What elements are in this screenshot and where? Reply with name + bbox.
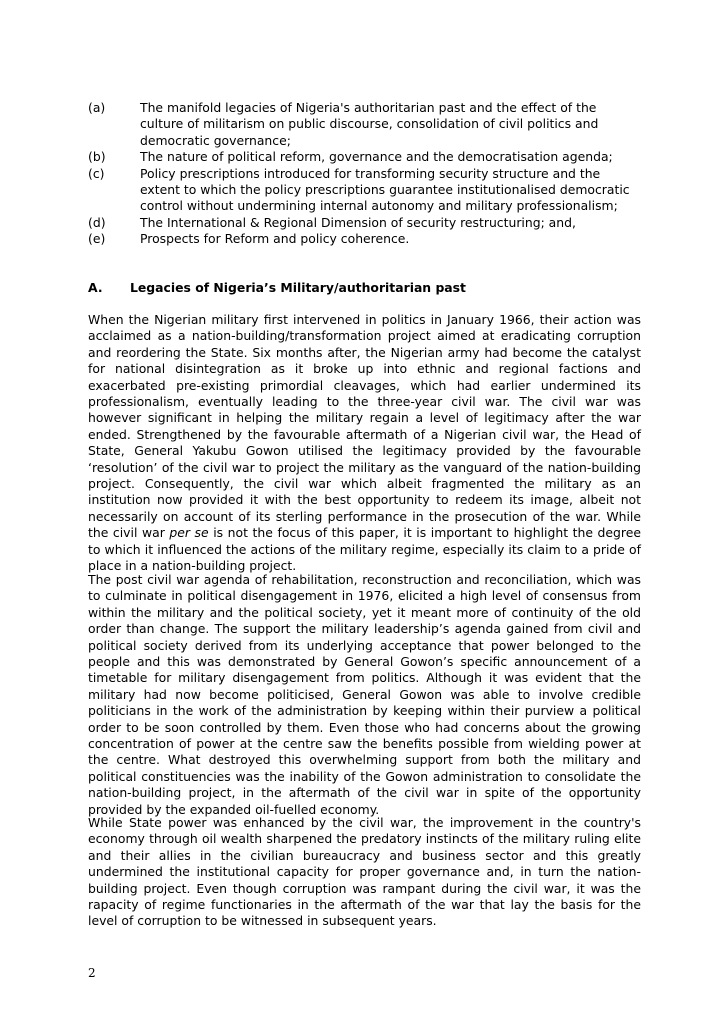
list-item-label: (b): [88, 149, 106, 165]
list-item-text: The International & Regional Dimension of security restructuring; and,: [140, 214, 576, 230]
list-item: [88, 215, 643, 231]
list-item-label: (a): [88, 100, 106, 115]
section-number: A.: [88, 280, 103, 295]
list-item-label: (e): [88, 231, 106, 247]
list-item: [88, 100, 643, 149]
list-item: [88, 166, 643, 215]
paragraph-text: is not the focus of this paper, it is important to highlight the degree to which it influenced the actions of the military regime, especially its claim to a pride of place in a nation-building project.: [88, 525, 641, 574]
list-item: [88, 231, 643, 247]
paragraph-text: When the Nigerian military first intervened in politics in January 1966, their action was acclaimed as a nation-building/transformation project aimed at eradicating corruption and reordering the State. Six months after, the Nigerian army had become the catalyst for national disintegration as it broke up into ethnic and regional factions and exacerbated pre-existing primordial cleavages, which had earlier undermined its professionalism, eventually leading to the three-year civil war. The civil war was however significant in helping the military regain a level of legitimacy after the war ended. Strengthened by the favourable aftermath of a Nigerian civil war, the Head of State, General Yakubu Gowon utilised the legitimacy provided by the favourable ‘resolution’ of the civil war to project the military as the vanguard of the nation-building project. Consequently, the civil war which albeit fragmented the military as an institution now provided it with the best opportunity to redeem its image, albeit not necessarily on account of its sterling performance in the prosecution of the war. While the civil war: [88, 312, 641, 541]
paragraph-2: The post civil war agenda of rehabilitation, reconstruction and reconciliation, which was to culminate in political disengagement in 1976, elicited a high level of consensus from within the military and the political society, yet it meant more of continuity of the old order than change. The support the military leadership’s agenda gained from civil and political society derived from its underlying acceptance that power belonged to the people and this was demonstrated by General Gowon’s specific announcement of a timetable for military disengagement from politics. Although it was evident that the military had now become politicised, General Gowon was able to involve credible politicians in the work of the administration by keeping within their purview a political order to be soon controlled by them. Even those who had concerns about the growing concentration of power at the centre saw the benefits possible from wielding power at the centre. What destroyed this overwhelming support from both the military and political constituencies was the inability of the Gowon administration to consolidate the nation-building project, in the aftermath of the civil war in spite of the opportunity provided by the expanded oil-fuelled economy.: [88, 572, 641, 817]
list-item-text: Prospects for Reform and policy coherence.: [140, 231, 410, 247]
paragraph-3: While State power was enhanced by the civil war, the improvement in the country's economy through oil wealth sharpened the predatory instincts of the military ruling elite and their allies in the civilian bureaucracy and business sector and this greatly undermined the institutional capacity for proper governance and, in turn the nation-building project. Even though corruption was rampant during the civil war, it was the rapacity of regime functionaries in the aftermath of the war that lay the basis for the level of corruption to be witnessed in subsequent years.: [88, 815, 641, 929]
section-heading: [88, 280, 466, 296]
list-item-text: Policy prescriptions introduced for transforming security structure and the extent to which the policy prescriptions guarantee institutionalised democratic control without undermining internal autonomy and military professionalism;: [140, 165, 630, 214]
list-item-label: (d): [88, 214, 106, 230]
list-item-text: The manifold legacies of Nigeria's authoritarian past and the effect of the culture of militarism on public discourse, consolidation of civil politics and democratic governance;: [140, 100, 599, 148]
paragraph-emphasis: per se: [169, 525, 209, 541]
paragraph-1: [88, 312, 641, 575]
page-number: 2: [88, 966, 96, 980]
list-item-label: (c): [88, 165, 105, 181]
list-item: [88, 149, 643, 165]
section-title: Legacies of Nigeria’s Military/authoritarian past: [130, 280, 466, 295]
list-item-text: The nature of political reform, governance and the democratisation agenda;: [140, 149, 613, 165]
objectives-list: [88, 100, 643, 248]
